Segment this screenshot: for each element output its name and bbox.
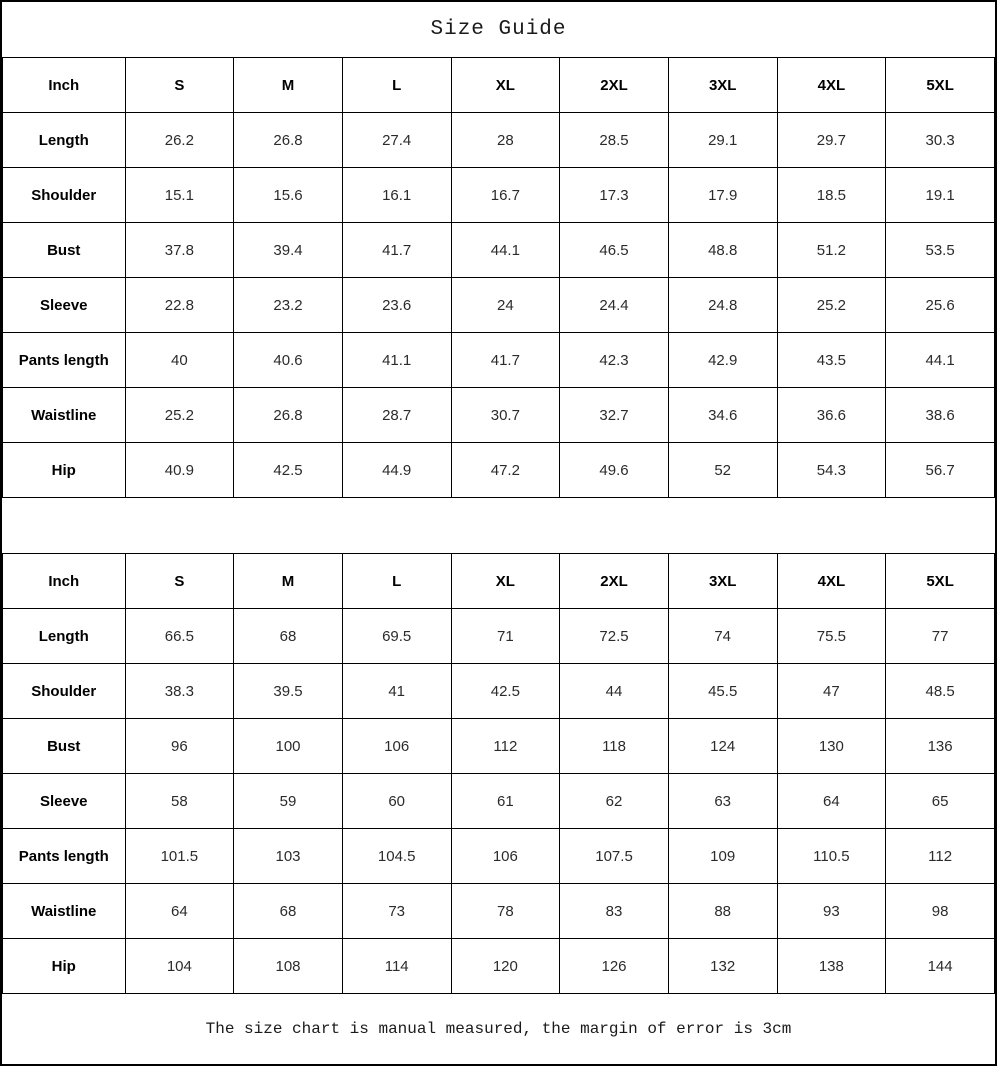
value-cell: 88 <box>668 884 777 939</box>
value-cell: 39.4 <box>234 223 343 278</box>
value-cell: 41.1 <box>342 333 451 388</box>
value-cell: 39.5 <box>234 664 343 719</box>
unit-header-cell: Inch <box>3 58 126 113</box>
value-cell: 36.6 <box>777 388 886 443</box>
value-cell: 28 <box>451 113 560 168</box>
value-cell: 144 <box>886 939 995 994</box>
measurement-label: Length <box>3 609 126 664</box>
value-cell: 24 <box>451 278 560 333</box>
table-separator <box>2 498 995 553</box>
value-cell: 19.1 <box>886 168 995 223</box>
value-cell: 27.4 <box>342 113 451 168</box>
value-cell: 15.1 <box>125 168 234 223</box>
value-cell: 42.5 <box>451 664 560 719</box>
table-row <box>3 719 995 774</box>
size-header-cell: L <box>342 58 451 113</box>
value-cell: 72.5 <box>560 609 669 664</box>
value-cell: 120 <box>451 939 560 994</box>
value-cell: 114 <box>342 939 451 994</box>
measurement-label: Pants length <box>3 333 126 388</box>
value-cell: 30.3 <box>886 113 995 168</box>
measurement-label: Bust <box>3 223 126 278</box>
value-cell: 73 <box>342 884 451 939</box>
value-cell: 77 <box>886 609 995 664</box>
value-cell: 37.8 <box>125 223 234 278</box>
size-header-cell: 3XL <box>668 58 777 113</box>
value-cell: 100 <box>234 719 343 774</box>
value-cell: 44.9 <box>342 443 451 498</box>
value-cell: 44.1 <box>886 333 995 388</box>
table-row <box>3 333 995 388</box>
table-row <box>3 664 995 719</box>
size-header-cell: XL <box>451 58 560 113</box>
value-cell: 38.6 <box>886 388 995 443</box>
value-cell: 106 <box>451 829 560 884</box>
value-cell: 98 <box>886 884 995 939</box>
value-cell: 69.5 <box>342 609 451 664</box>
measurement-label: Length <box>3 113 126 168</box>
table-row <box>3 829 995 884</box>
value-cell: 62 <box>560 774 669 829</box>
measurement-label: Sleeve <box>3 774 126 829</box>
table-row <box>3 939 995 994</box>
value-cell: 126 <box>560 939 669 994</box>
size-header-cell: S <box>125 554 234 609</box>
value-cell: 25.2 <box>777 278 886 333</box>
value-cell: 40.6 <box>234 333 343 388</box>
table-row <box>3 884 995 939</box>
value-cell: 49.6 <box>560 443 669 498</box>
table-row <box>3 113 995 168</box>
value-cell: 16.7 <box>451 168 560 223</box>
value-cell: 108 <box>234 939 343 994</box>
value-cell: 109 <box>668 829 777 884</box>
value-cell: 104 <box>125 939 234 994</box>
table-row <box>3 223 995 278</box>
value-cell: 42.5 <box>234 443 343 498</box>
value-cell: 44 <box>560 664 669 719</box>
value-cell: 47.2 <box>451 443 560 498</box>
size-header-cell: 4XL <box>777 58 886 113</box>
measurement-label: Hip <box>3 939 126 994</box>
measurement-label: Shoulder <box>3 664 126 719</box>
value-cell: 106 <box>342 719 451 774</box>
value-cell: 132 <box>668 939 777 994</box>
value-cell: 112 <box>451 719 560 774</box>
table-row <box>3 388 995 443</box>
measurement-label: Pants length <box>3 829 126 884</box>
size-header-cell: 5XL <box>886 554 995 609</box>
value-cell: 29.1 <box>668 113 777 168</box>
value-cell: 26.8 <box>234 388 343 443</box>
value-cell: 68 <box>234 609 343 664</box>
value-cell: 23.2 <box>234 278 343 333</box>
value-cell: 71 <box>451 609 560 664</box>
size-header-cell: S <box>125 58 234 113</box>
value-cell: 25.2 <box>125 388 234 443</box>
value-cell: 48.5 <box>886 664 995 719</box>
value-cell: 17.3 <box>560 168 669 223</box>
value-cell: 41.7 <box>451 333 560 388</box>
value-cell: 54.3 <box>777 443 886 498</box>
size-table-top <box>2 57 995 498</box>
table-row <box>3 168 995 223</box>
size-header-cell: 4XL <box>777 554 886 609</box>
size-header-cell: 5XL <box>886 58 995 113</box>
value-cell: 40.9 <box>125 443 234 498</box>
value-cell: 83 <box>560 884 669 939</box>
value-cell: 38.3 <box>125 664 234 719</box>
value-cell: 75.5 <box>777 609 886 664</box>
measurement-label: Sleeve <box>3 278 126 333</box>
value-cell: 15.6 <box>234 168 343 223</box>
value-cell: 104.5 <box>342 829 451 884</box>
value-cell: 52 <box>668 443 777 498</box>
value-cell: 28.5 <box>560 113 669 168</box>
value-cell: 101.5 <box>125 829 234 884</box>
value-cell: 130 <box>777 719 886 774</box>
value-cell: 26.8 <box>234 113 343 168</box>
value-cell: 17.9 <box>668 168 777 223</box>
value-cell: 53.5 <box>886 223 995 278</box>
value-cell: 78 <box>451 884 560 939</box>
measurement-label: Bust <box>3 719 126 774</box>
header-row <box>3 554 995 609</box>
footer-note: The size chart is manual measured, the margin of error is 3cm <box>205 1020 792 1038</box>
value-cell: 43.5 <box>777 333 886 388</box>
value-cell: 58 <box>125 774 234 829</box>
value-cell: 29.7 <box>777 113 886 168</box>
value-cell: 32.7 <box>560 388 669 443</box>
value-cell: 41.7 <box>342 223 451 278</box>
value-cell: 96 <box>125 719 234 774</box>
value-cell: 24.4 <box>560 278 669 333</box>
value-cell: 65 <box>886 774 995 829</box>
value-cell: 16.1 <box>342 168 451 223</box>
value-cell: 64 <box>777 774 886 829</box>
value-cell: 42.3 <box>560 333 669 388</box>
value-cell: 44.1 <box>451 223 560 278</box>
value-cell: 118 <box>560 719 669 774</box>
value-cell: 34.6 <box>668 388 777 443</box>
value-cell: 46.5 <box>560 223 669 278</box>
value-cell: 66.5 <box>125 609 234 664</box>
value-cell: 60 <box>342 774 451 829</box>
value-cell: 28.7 <box>342 388 451 443</box>
table-row <box>3 443 995 498</box>
value-cell: 45.5 <box>668 664 777 719</box>
size-header-cell: M <box>234 554 343 609</box>
measurement-label: Hip <box>3 443 126 498</box>
size-table-bottom <box>2 553 995 994</box>
value-cell: 18.5 <box>777 168 886 223</box>
value-cell: 26.2 <box>125 113 234 168</box>
value-cell: 68 <box>234 884 343 939</box>
value-cell: 63 <box>668 774 777 829</box>
value-cell: 40 <box>125 333 234 388</box>
value-cell: 30.7 <box>451 388 560 443</box>
value-cell: 24.8 <box>668 278 777 333</box>
table-row <box>3 278 995 333</box>
size-header-cell: 2XL <box>560 554 669 609</box>
value-cell: 112 <box>886 829 995 884</box>
value-cell: 51.2 <box>777 223 886 278</box>
unit-header-cell: Inch <box>3 554 126 609</box>
value-cell: 59 <box>234 774 343 829</box>
value-cell: 25.6 <box>886 278 995 333</box>
value-cell: 136 <box>886 719 995 774</box>
page-title: Size Guide <box>430 18 567 41</box>
measurement-label: Shoulder <box>3 168 126 223</box>
measurement-label: Waistline <box>3 388 126 443</box>
value-cell: 23.6 <box>342 278 451 333</box>
value-cell: 42.9 <box>668 333 777 388</box>
measurement-label: Waistline <box>3 884 126 939</box>
size-header-cell: 2XL <box>560 58 669 113</box>
value-cell: 107.5 <box>560 829 669 884</box>
value-cell: 74 <box>668 609 777 664</box>
table-row <box>3 609 995 664</box>
value-cell: 93 <box>777 884 886 939</box>
value-cell: 103 <box>234 829 343 884</box>
size-header-cell: XL <box>451 554 560 609</box>
value-cell: 22.8 <box>125 278 234 333</box>
size-header-cell: 3XL <box>668 554 777 609</box>
size-header-cell: L <box>342 554 451 609</box>
value-cell: 47 <box>777 664 886 719</box>
value-cell: 61 <box>451 774 560 829</box>
value-cell: 56.7 <box>886 443 995 498</box>
value-cell: 110.5 <box>777 829 886 884</box>
value-cell: 41 <box>342 664 451 719</box>
value-cell: 138 <box>777 939 886 994</box>
header-row <box>3 58 995 113</box>
value-cell: 48.8 <box>668 223 777 278</box>
value-cell: 64 <box>125 884 234 939</box>
size-header-cell: M <box>234 58 343 113</box>
table-row <box>3 774 995 829</box>
value-cell: 124 <box>668 719 777 774</box>
